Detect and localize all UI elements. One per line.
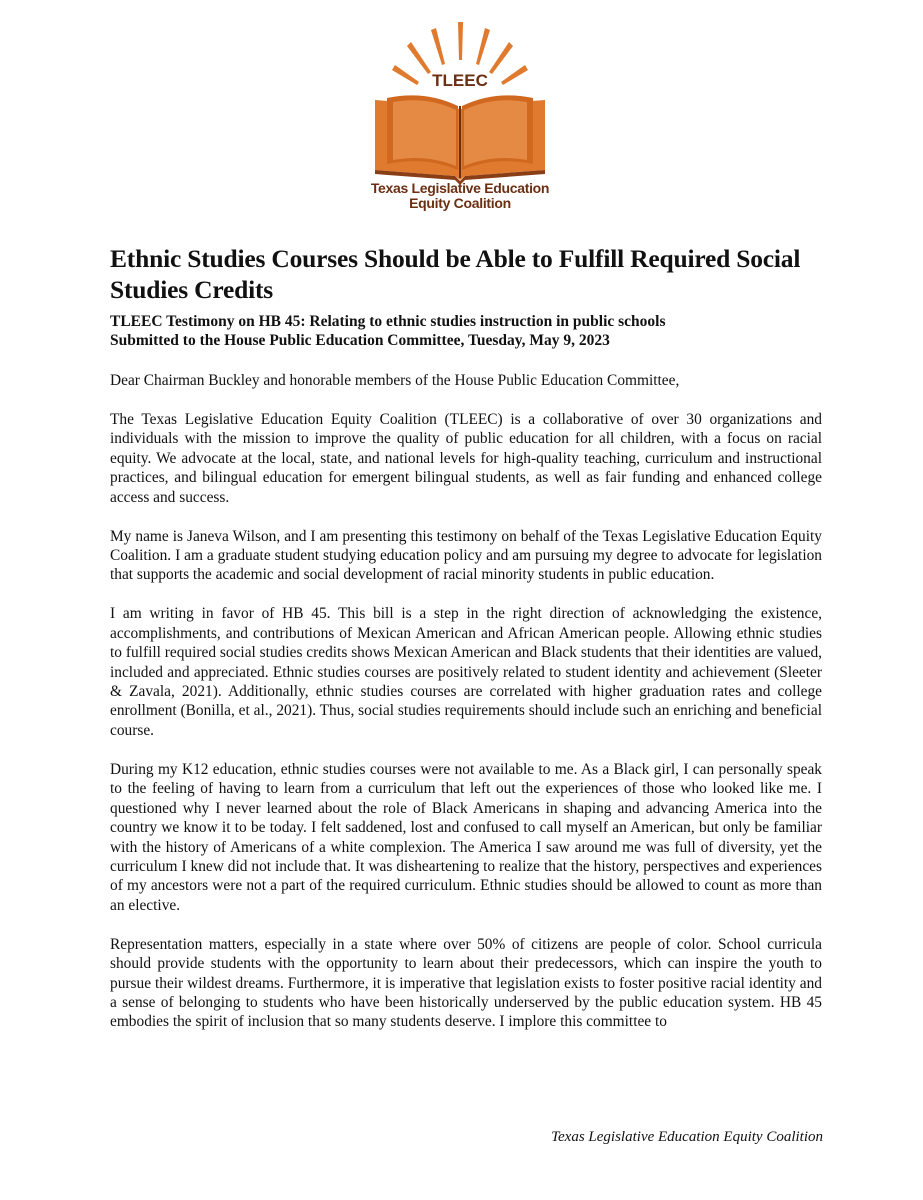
logo-caption-line2: Equity Coalition <box>409 195 511 211</box>
letter-body <box>110 371 822 1051</box>
logo-caption <box>355 181 565 211</box>
paragraph-personal-experience: During my K12 education, ethnic studies courses were not available to me. As a Black girl, I can personally speak to the feeling of having to learn from a curriculum that left out the experiences of those who looked like me. I questioned why I never learned about the role of Black Americans in shaping and advancing America into the country we know it to be today. I felt saddened, lost and confused to call myself an American, but only be familiar with the history of Americans of a white complexion. The America I saw around me was full of diversity, yet the curriculum I knew did not include that. It was disheartening to realize that the history, perspectives and experiences of my ancestors were not a part of the required curriculum. Ethnic studies should be allowed to count as more than an elective. <box>110 760 822 914</box>
subtitle-testimony-line: TLEEC Testimony on HB 45: Relating to ethnic studies instruction in public schools <box>110 313 666 330</box>
subtitle-submission-line: Submitted to the House Public Education Committee, Tuesday, May 9, 2023 <box>110 332 610 349</box>
paragraph-representation: Representation matters, especially in a state where over 50% of citizens are people of color. School curricula should provide students with the opportunity to learn about their predecessors, which can inspire the youth to pursue their wildest dreams. Furthermore, it is imperative that legislation exists to foster positive racial identity and a sense of belonging to students who have been historically underserved by the public education system. HB 45 embodies the spirit of inclusion that so many students deserve. I implore this committee to <box>110 935 822 1031</box>
salutation: Dear Chairman Buckley and honorable members of the House Public Education Committee, <box>110 372 680 389</box>
paragraph-support-hb45: I am writing in favor of HB 45. This bill is a step in the right direction of acknowledging the existence, accomplishments, and contributions of Mexican American and African American people. Allowing ethnic studies to fulfill required social studies credits shows Mexican American and Black students that their identities are valued, included and appreciated. Ethnic studies courses are positively related to student identity and achievement (Sleeter & Zavala, 2021). Additionally, ethnic studies courses are correlated with higher graduation rates and college enrollment (Bonilla, et al., 2021). Thus, social studies requirements should include such an enriching and beneficial course. <box>110 605 822 739</box>
footer-organization: Texas Legislative Education Equity Coalition <box>551 1129 823 1145</box>
paragraph-introduction: My name is Janeva Wilson, and I am presenting this testimony on behalf of the Texas Legislative Education Equity Coalition. I am a graduate student studying education policy and am pursuing my degree to advocate for legislation that supports the academic and social development of racial minority students in public education. <box>110 527 822 584</box>
document-subtitle <box>110 312 830 350</box>
logo-caption-line1: Texas Legislative Education <box>370 180 550 196</box>
paragraph-coalition-mission: The Texas Legislative Education Equity Coalition (TLEEC) is a collaborative of over 30 organizations and individuals with the mission to improve the quality of public education for all children, with a focus on racial equity. We advocate at the local, state, and national levels for high-quality teaching, curriculum and instructional practices, and bilingual education for emergent bilingual students, as well as fair funding and enhanced college access and success. <box>110 411 822 506</box>
logo-acronym-text: TLEEC <box>432 71 488 90</box>
document-title: Ethnic Studies Courses Should be Able to Fulfill Required Social Studies Credits <box>110 244 801 304</box>
